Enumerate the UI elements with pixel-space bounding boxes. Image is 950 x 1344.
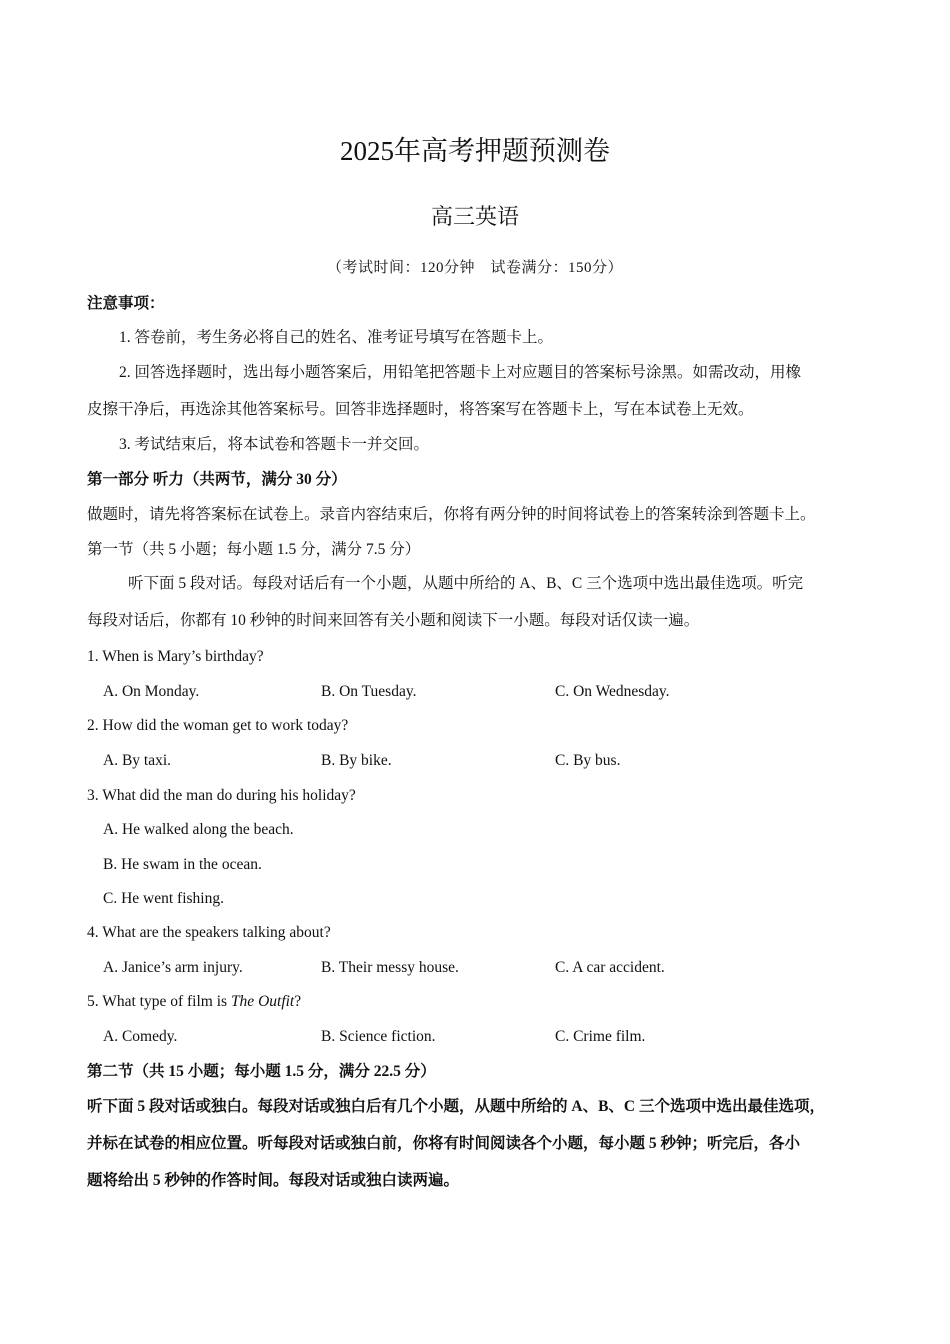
note-item-2-line-2: 皮擦干净后，再选涂其他答案标号。回答非选择题时，将答案写在答题卡上，写在本试卷上无效。 xyxy=(87,401,754,418)
question-2-option-c: C. By bus. xyxy=(555,752,621,769)
question-5-stem-suffix: ? xyxy=(294,993,302,1010)
section1-heading: 第一节（共 5 小题；每小题 1.5 分，满分 7.5 分） xyxy=(87,541,421,558)
question-1-stem: 1. When is Mary’s birthday? xyxy=(87,648,264,665)
question-1-option-b: B. On Tuesday. xyxy=(321,683,417,700)
question-3-stem: 3. What did the man do during his holiday? xyxy=(87,787,356,804)
part1-heading: 第一部分 听力（共两节，满分 30 分） xyxy=(87,471,347,488)
question-4-option-a: A. Janice’s arm injury. xyxy=(103,959,243,976)
note-item-1: 1. 答卷前，考生务必将自己的姓名、准考证号填写在答题卡上。 xyxy=(119,329,554,346)
question-5-option-c: C. Crime film. xyxy=(555,1028,646,1045)
question-2-stem: 2. How did the woman get to work today? xyxy=(87,717,349,734)
section1-intro-line-1: 听下面 5 段对话。每段对话后有一个小题，从题中所给的 A、B、C 三个选项中选出最佳选项。听完 xyxy=(128,575,804,592)
question-5-film-title: The Outfit xyxy=(230,993,295,1010)
question-2-option-b: B. By bike. xyxy=(321,752,392,769)
section2-intro-line-3: 题将给出 5 秒钟的作答时间。每段对话或独白读两遍。 xyxy=(87,1172,460,1189)
notes-heading: 注意事项： xyxy=(87,295,165,312)
question-1-option-a: A. On Monday. xyxy=(103,683,200,700)
question-4-option-c: C. A car accident. xyxy=(555,959,665,976)
page-subtitle: 高三英语 xyxy=(430,204,519,229)
question-2-option-a: A. By taxi. xyxy=(103,752,172,769)
question-1-option-c: C. On Wednesday. xyxy=(555,683,670,700)
part1-instruction: 做题时，请先将答案标在试卷上。录音内容结束后，你将有两分钟的时间将试卷上的答案转涂到答题卡上。 xyxy=(87,506,816,523)
question-5-stem xyxy=(87,992,301,1012)
section1-intro-line-2: 每段对话后，你都有 10 秒钟的时间来回答有关小题和阅读下一小题。每段对话仅读一遍。 xyxy=(87,612,700,629)
question-5-stem-prefix: 5. What type of film is xyxy=(87,993,231,1010)
question-4-option-b: B. Their messy house. xyxy=(321,959,459,976)
section2-intro-line-1: 听下面 5 段对话或独白。每段对话或独白后有几个小题，从题中所给的 A、B、C 三个选项中选出最佳选项， xyxy=(87,1098,825,1115)
question-3-option-a: A. He walked along the beach. xyxy=(103,821,294,838)
question-3-option-b: B. He swam in the ocean. xyxy=(103,856,262,873)
section2-heading: 第二节（共 15 小题；每小题 1.5 分，满分 22.5 分） xyxy=(87,1063,436,1080)
question-4-stem: 4. What are the speakers talking about? xyxy=(87,924,331,941)
note-item-3: 3. 考试结束后，将本试卷和答题卡一并交回。 xyxy=(119,436,430,453)
page-title: 2025年高考押题预测卷 xyxy=(340,136,610,166)
note-item-2-line-1: 2. 回答选择题时，选出每小题答案后，用铅笔把答题卡上对应题目的答案标号涂黑。如需改动，用橡 xyxy=(119,364,802,381)
exam-info: （考试时间：120分钟 试卷满分：150分） xyxy=(326,260,623,276)
question-3-option-c: C. He went fishing. xyxy=(103,890,224,907)
question-5-option-a: A. Comedy. xyxy=(103,1028,178,1045)
section2-intro-line-2: 并标在试卷的相应位置。听每段对话或独白前，你将有时间阅读各个小题，每小题 5 秒钟；听完后，各小 xyxy=(87,1135,801,1152)
question-5-option-b: B. Science fiction. xyxy=(321,1028,436,1045)
